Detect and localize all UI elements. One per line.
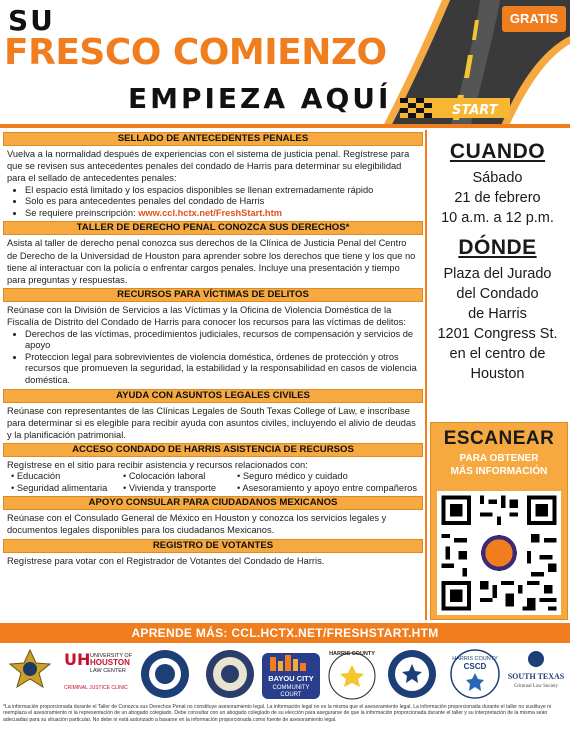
title-fresco-comienzo: FRESCO COMIENZO [4,32,387,73]
harris-county-cscd-logo [451,650,499,698]
list-item: • Educación [11,471,123,482]
bayou-text-3: COURT [280,692,302,698]
stx-text-1: SOUTH TEXAS [507,672,565,681]
column-divider [425,130,427,620]
list-item: • Seguro médico y cuidado [237,471,422,482]
header [0,0,570,128]
section-heading-taller: TALLER DE DERECHO PENAL CONOZCA SUS DERECHOS* [3,221,423,235]
event-date: 21 de febrero [454,190,541,206]
list-item: • El espacio está limitado y los espacios disponibles se llenan extremadamente rápido [25,185,423,197]
gratis-badge: GRATIS [502,6,566,32]
where-details [428,264,567,384]
section-body-consular: Reúnase con el Consulado General de México en Houston y conozca los servicios legales y documentos legales disponibles para los ciudadanos Mexicanos. [7,513,387,536]
scan-box [430,422,568,620]
section-heading-victimas: RECURSOS PARA VÍCTIMAS DE DELITOS [3,288,423,302]
sheriff-badge-icon [10,650,50,687]
header-divider [0,124,570,128]
scan-subtitle [431,452,567,478]
uh-law-center-text: LAW CENTER [90,668,126,674]
section-body-sellado: Vuelva a la normalidad después de experiencias con el sistema de justicia penal. Regístrese para que se revisen sus antecedentes penales del condado de Harris para determinar su elegibilidad para el sellado de antecedentes penales: [7,149,410,184]
section-heading-consular: APOYO CONSULAR PARA CIUDADANOS MEXICANOS [3,496,423,510]
cscd-text-1: HARRIS COUNTY [452,656,498,662]
services-column [3,130,423,622]
title-empieza-aqui: EMPIEZA AQUÍ [128,82,392,115]
when-heading: CUANDO [449,140,546,163]
scan-heading: ESCANEAR [443,428,555,449]
south-texas-criminal-law-society-logo [508,651,565,689]
freshstart-link[interactable]: www.ccl.hctx.net/FreshStart.htm [138,207,282,218]
list-item: • Colocación laboral [123,471,237,482]
acceso-resource-columns [11,471,423,494]
uh-law-center-logo [64,650,133,691]
list-item: • Seguridad alimentaria [11,483,123,494]
section-heading-acceso: ACCESO CONDADO DE HARRIS ASISTENCIA DE RECURSOS [3,443,423,457]
section-heading-sellado: SELLADO DE ANTECEDENTES PENALES [3,132,423,146]
address-line: en el centro de [449,346,546,362]
criminal-courts-seal-icon [206,650,254,698]
uh-houston-text: HOUSTON [90,658,130,667]
road-start-label: START [452,103,498,118]
section-body-votantes: Regístrese para votar con el Registrador de Votantes del Condado de Harris. [7,555,325,566]
public-defender-logo [329,651,375,699]
event-details-column [428,130,567,384]
resource-col-3 [237,471,422,494]
uh-logo-mark: UH [64,650,91,669]
resource-col-2 [123,471,237,494]
section-body-taller: Asista al taller de derecho penal conozca sus derechos de la Clínica de Justicia Penal del Centro de Derecho de la Universidad de Houston para aprender sobre los derechos que tiene y los que no tiene al interactuar con la policía o enfrentar cargos penales. Incluye una presentación y tiempo para preguntas y respuestas. [7,238,416,285]
where-heading: DÓNDE [458,236,537,259]
address-line: 1201 Congress St. [437,326,558,342]
qr-code-icon[interactable] [437,491,561,615]
address-line: de Harris [468,306,527,322]
district-attorney-seal-icon [388,650,436,698]
address-line: Plaza del Jurado [443,266,552,282]
scan-subtitle-line: PARA OBTENER [459,453,539,464]
list-item: • Solo es para antecedentes penales del condado de Harris [25,196,423,208]
event-day: Sábado [472,170,523,186]
address-line: del Condado [456,286,539,302]
section-body-civiles: Reúnase con representantes de las Clínicas Legales de South Texas College of Law, e inscríbase para determinar si es elegible para recibir ayuda con asuntos civiles, incluyendo el alivio de deudas y la planificación patrimonial. [7,405,416,440]
address-line: Houston [470,366,525,382]
stx-text-2: Criminal Law Society [513,684,559,689]
when-details [428,168,567,228]
disclaimer-text: *La información proporcionada durante el Taller de Conozca sus Derechos Penal no constituye asesoramiento legal. La información legal no es la misma que el asesoramiento legal. La información proporcionada durante el taller no sustituye ni reemplaza el asesoramiento ni la representación de un abogado colegiado. Debe consultar con un abogado colegiado de su elección para asegurarse de que la información proporcionada durante el taller y su interpretación de la misma sean adecuadas para su situación particular. No debe ni está autorizado a basarse en la información proporcionada como fuente de asesoramiento legal. [3,704,552,723]
list-item: • Vivienda y transporte [123,483,237,494]
cscd-text-2: CSCD [463,662,487,671]
sellado-bullet-list [25,185,423,220]
section-heading-votantes: REGISTRO DE VOTANTES [3,539,423,553]
list-item: • Proteccion legal para sobrevivientes de violencia doméstica, órdenes de protección y otros recursos que promueven la seguridad, la estabilidad y la responsabilidad en casos de violencia doméstica. [25,352,423,387]
victimas-bullet-list [25,329,423,387]
list-item [25,208,423,220]
resource-col-1 [11,471,123,494]
section-body-acceso: Regístrese en el sitio para recibir asistencia y recursos relacionados con: [7,460,308,471]
partner-logos [0,645,570,705]
list-item: • Derechos de las víctimas, procedimientos judiciales, recursos de compensación y servicios de apoyo [25,329,423,352]
bayou-city-community-court-logo [262,653,320,699]
section-body-victimas: Reúnase con la División de Servicios a las Víctimas y la Oficina de Violencia Doméstica de la Fiscalía de Distrito del Condado de Harris para conocer los recursos para las víctimas de delitos: [7,305,406,328]
scan-subtitle-line: MÁS INFORMACIÓN [450,466,548,477]
title-su: SU [8,4,55,37]
uh-clinic-text: CRIMINAL JUSTICE CLINIC [64,685,128,691]
learn-more-bar[interactable]: APRENDE MÁS: CCL.HCTX.NET/FRESHSTART.HTM [0,623,570,643]
pdo-text: HARRIS COUNTY [329,651,375,657]
uh-university-text: UNIVERSITY OF [90,653,133,659]
bayou-text-2: COMMUNITY [272,685,310,691]
harris-county-seal-icon [141,650,189,698]
event-time: 10 a.m. a 12 p.m. [441,210,554,226]
list-item: • Asesoramiento y apoyo entre compañeros [237,483,422,494]
bayou-text-1: BAYOU CITY [268,674,314,683]
prereg-label: Se requiere preinscripción: [25,207,136,218]
section-heading-civiles: AYUDA CON ASUNTOS LEGALES CIVILES [3,389,423,403]
